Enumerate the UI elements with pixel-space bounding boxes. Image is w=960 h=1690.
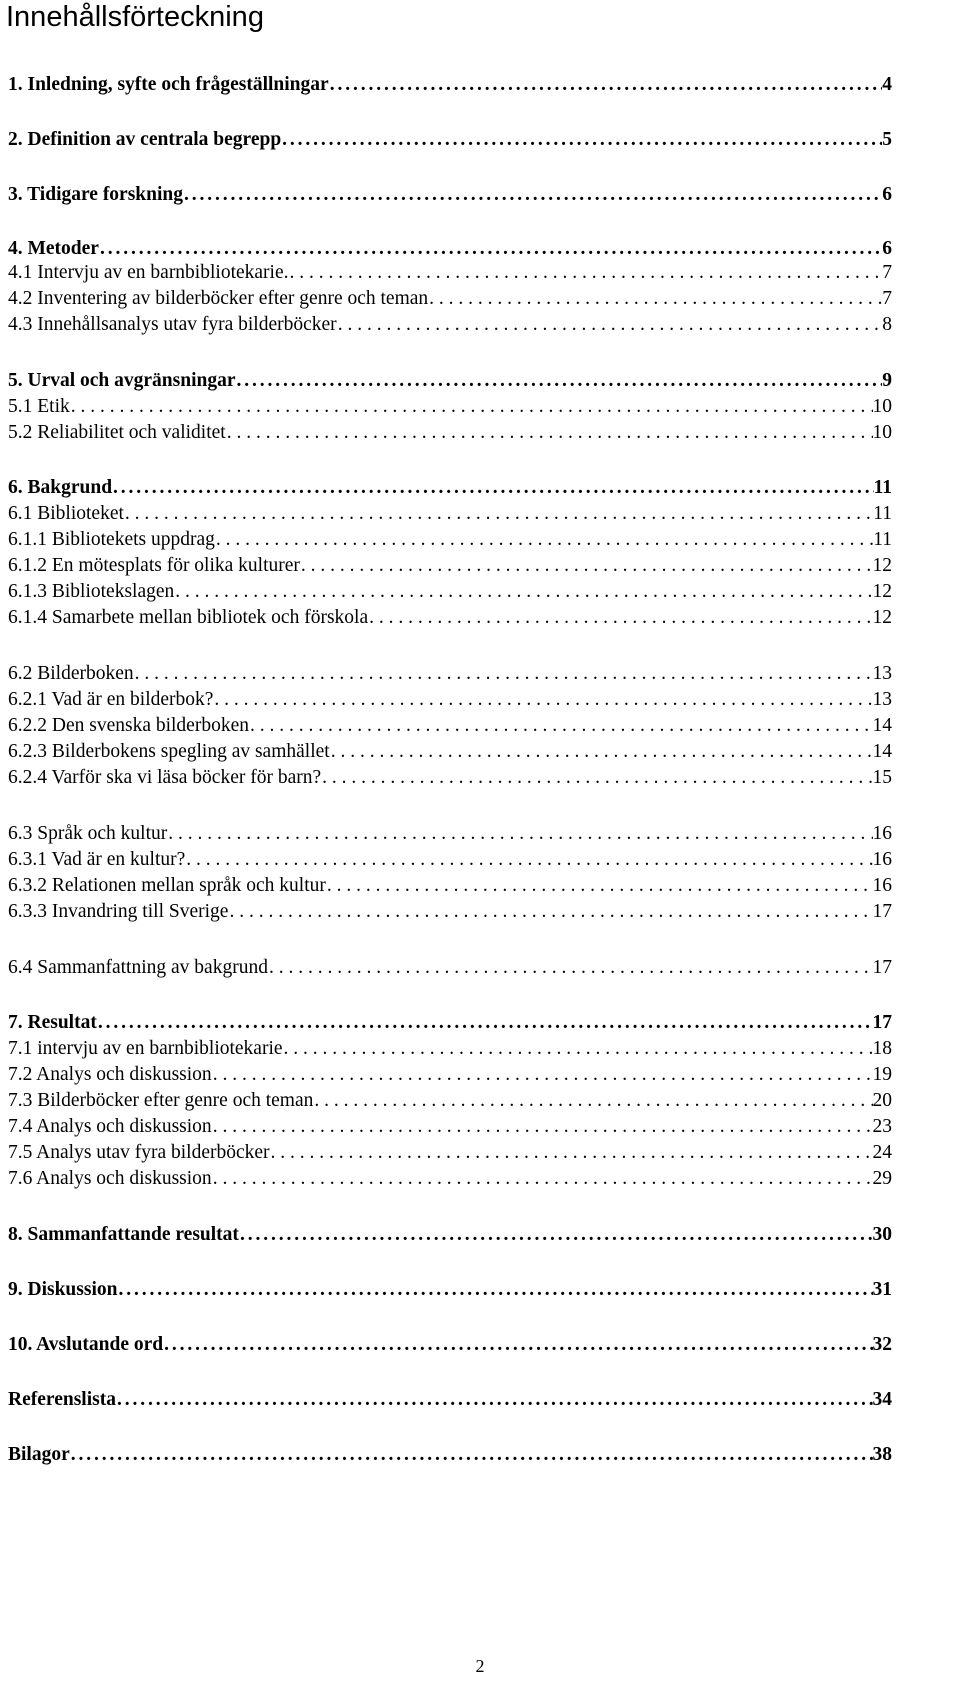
toc-entry[interactable]: [8, 821, 892, 847]
toc-entry-page: 4: [882, 74, 892, 95]
toc-heading: Innehållsförteckning: [6, 1, 264, 33]
toc-entry-label: 8. Sammanfattande resultat: [8, 1224, 239, 1245]
toc-entry-page: 11: [873, 477, 892, 498]
toc-leader-dots: [283, 1036, 873, 1062]
toc-leader-dots: [288, 260, 882, 286]
toc-leader-dots: [228, 899, 872, 925]
toc-entry-page: 6: [882, 184, 892, 205]
toc-entry-label: 6.2.3 Bilderbokens spegling av samhället: [8, 741, 330, 762]
toc-leader-dots: [185, 847, 872, 873]
toc-entry-page: 34: [872, 1389, 892, 1410]
toc-entry-page: 11: [873, 529, 892, 550]
toc-entry[interactable]: [8, 713, 892, 739]
toc-leader-dots: [213, 687, 872, 713]
toc-entry-label: 7.3 Bilderböcker efter genre och teman: [8, 1090, 314, 1111]
toc-entry[interactable]: [8, 1088, 892, 1114]
toc-leader-dots: [329, 72, 883, 98]
toc-entry-page: 16: [872, 849, 892, 870]
toc-entry[interactable]: [8, 501, 892, 527]
toc-entry[interactable]: [8, 899, 892, 925]
toc-leader-dots: [134, 661, 873, 687]
toc-entry-label: 10. Avslutande ord: [8, 1334, 164, 1355]
toc-leader-dots: [70, 394, 873, 420]
toc-leader-dots: [174, 579, 872, 605]
toc-leader-dots: [281, 127, 882, 153]
toc-leader-dots: [226, 420, 873, 446]
toc-entry-label: 6.1.1 Bibliotekets uppdrag: [8, 529, 215, 550]
toc-entry-label: 6.1.3 Bibliotekslagen: [8, 581, 175, 602]
toc-entry-label: 3. Tidigare forskning: [8, 184, 184, 205]
toc-entry[interactable]: [8, 553, 892, 579]
toc-leader-dots: [268, 955, 873, 981]
toc-entry[interactable]: [8, 847, 892, 873]
toc-entry-label: 6.1.4 Samarbete mellan bibliotek och förskola: [8, 607, 369, 628]
toc-entry[interactable]: [8, 1442, 892, 1468]
toc-entry[interactable]: [8, 1036, 892, 1062]
toc-entry[interactable]: [8, 260, 892, 286]
toc-entry-page: 7: [882, 262, 892, 283]
toc-entry-label: 6.3.2 Relationen mellan språk och kultur: [8, 875, 326, 896]
toc-entry[interactable]: [8, 955, 892, 981]
toc-entry-page: 32: [872, 1334, 892, 1355]
toc-entry-page: 17: [872, 957, 892, 978]
toc-entry-label: 9. Diskussion: [8, 1279, 118, 1300]
toc-entry-label: 6.2 Bilderboken: [8, 663, 134, 684]
toc-leader-dots: [300, 553, 873, 579]
toc-entry[interactable]: [8, 420, 892, 446]
toc-entry-label: 7.5 Analys utav fyra bilderböcker: [8, 1142, 270, 1163]
toc-leader-dots: [330, 739, 873, 765]
toc-entry-page: 7: [882, 288, 892, 309]
toc-entry-page: 13: [872, 663, 892, 684]
toc-entry[interactable]: [8, 475, 892, 501]
toc-entry[interactable]: [8, 127, 892, 153]
toc-entry-page: 19: [872, 1064, 892, 1085]
toc-entry[interactable]: [8, 661, 892, 687]
toc-entry[interactable]: [8, 687, 892, 713]
toc-entry-page: 18: [872, 1038, 892, 1059]
toc-leader-dots: [337, 312, 883, 338]
toc-leader-dots: [428, 286, 882, 312]
toc-entry-page: 6: [882, 238, 892, 259]
toc-leader-dots: [212, 1166, 873, 1192]
toc-entry-label: Referenslista: [8, 1389, 116, 1410]
toc-entry-label: 6.1.2 En mötesplats för olika kulturer: [8, 555, 300, 576]
toc-leader-dots: [313, 1088, 872, 1114]
toc-entry[interactable]: [8, 286, 892, 312]
toc-entry-page: 24: [872, 1142, 892, 1163]
toc-entry-label: 7.1 intervju av en barnbibliotekarie: [8, 1038, 283, 1059]
toc-entry[interactable]: [8, 873, 892, 899]
toc-entry-page: 29: [872, 1168, 892, 1189]
toc-entry-label: 6.3.1 Vad är en kultur?: [8, 849, 186, 870]
toc-entry-page: 17: [872, 901, 892, 922]
toc-entry-page: 38: [872, 1444, 892, 1465]
toc-entry[interactable]: [8, 1166, 892, 1192]
toc-entry-page: 13: [872, 689, 892, 710]
toc-leader-dots: [116, 1387, 873, 1413]
toc-entry-label: 6.2.2 Den svenska bilderboken: [8, 715, 249, 736]
toc-entry-label: 5. Urval och avgränsningar: [8, 370, 236, 391]
toc-entry[interactable]: [8, 236, 892, 262]
toc-entry-page: 5: [882, 129, 892, 150]
toc-entry-label: 4.3 Innehållsanalys utav fyra bilderböcker: [8, 314, 337, 335]
toc-entry-page: 16: [872, 823, 892, 844]
toc-leader-dots: [270, 1140, 873, 1166]
toc-entry[interactable]: [8, 1277, 892, 1303]
toc-leader-dots: [326, 873, 873, 899]
toc-entry-page: 10: [872, 422, 892, 443]
toc-entry-page: 12: [872, 607, 892, 628]
toc-entry-label: 6.3.3 Invandring till Sverige: [8, 901, 229, 922]
toc-entry-page: 10: [872, 396, 892, 417]
toc-entry-label: 5.1 Etik: [8, 396, 70, 417]
toc-entry[interactable]: [8, 1387, 892, 1413]
toc-entry-page: 15: [872, 767, 892, 788]
toc-entry-label: 7.4 Analys och diskussion: [8, 1116, 212, 1137]
toc-entry-label: 6. Bakgrund: [8, 477, 113, 498]
toc-entry[interactable]: [8, 579, 892, 605]
toc-leader-dots: [70, 1442, 873, 1468]
toc-entry[interactable]: [8, 765, 892, 791]
toc-leader-dots: [112, 475, 874, 501]
toc-entry[interactable]: [8, 182, 892, 208]
toc-leader-dots: [239, 1222, 873, 1248]
toc-entry-page: 14: [872, 715, 892, 736]
toc-entry-label: 6.2.4 Varför ska vi läsa böcker för barn?: [8, 767, 322, 788]
toc-entry-label: Bilagor: [8, 1444, 70, 1465]
toc-entry-page: 11: [873, 503, 892, 524]
toc-entry-page: 14: [872, 741, 892, 762]
toc-entry-label: 7.2 Analys och diskussion: [8, 1064, 212, 1085]
toc-entry-label: 6.1 Biblioteket: [8, 503, 124, 524]
toc-entry-page: 17: [872, 1012, 892, 1033]
toc-entry-label: 7.6 Analys och diskussion: [8, 1168, 212, 1189]
toc-entry[interactable]: [8, 72, 892, 98]
toc-leader-dots: [167, 821, 872, 847]
toc-entry-label: 1. Inledning, syfte och frågeställningar: [8, 74, 329, 95]
toc-leader-dots: [124, 501, 873, 527]
toc-entry-label: 4.1 Intervju av en barnbibliotekarie.: [8, 262, 289, 283]
toc-entry-page: 16: [872, 875, 892, 896]
toc-entry[interactable]: [8, 1062, 892, 1088]
page-number: 2: [475, 1656, 485, 1676]
toc-entry[interactable]: [8, 605, 892, 631]
toc-entry[interactable]: [8, 1114, 892, 1140]
toc-leader-dots: [212, 1114, 873, 1140]
toc-entry-page: 31: [872, 1279, 892, 1300]
toc-leader-dots: [163, 1332, 872, 1358]
toc-leader-dots: [249, 713, 873, 739]
toc-entry-page: 8: [882, 314, 892, 335]
toc-leader-dots: [236, 368, 883, 394]
toc-entry-label: 5.2 Reliabilitet och validitet: [8, 422, 226, 443]
toc-leader-dots: [368, 605, 872, 631]
toc-entry-page: 9: [882, 370, 892, 391]
toc-entry-label: 2. Definition av centrala begrepp: [8, 129, 282, 150]
toc-entry-page: 30: [872, 1224, 892, 1245]
toc-entry-page: 12: [872, 581, 892, 602]
toc-entry-label: 6.2.1 Vad är en bilderbok?: [8, 689, 214, 710]
toc-entry[interactable]: [8, 1222, 892, 1248]
toc-entry-label: 6.3 Språk och kultur: [8, 823, 168, 844]
toc-entry-page: 20: [872, 1090, 892, 1111]
toc-entry[interactable]: [8, 1010, 892, 1036]
toc-entry-label: 6.4 Sammanfattning av bakgrund: [8, 957, 268, 978]
toc-entry-label: 4. Metoder: [8, 238, 99, 259]
toc-leader-dots: [97, 1010, 873, 1036]
toc-entry-label: 7. Resultat: [8, 1012, 97, 1033]
toc-leader-dots: [117, 1277, 872, 1303]
toc-entry[interactable]: [8, 368, 892, 394]
toc-leader-dots: [212, 1062, 873, 1088]
toc-entry[interactable]: [8, 1140, 892, 1166]
toc-entry[interactable]: [8, 739, 892, 765]
toc-leader-dots: [215, 527, 873, 553]
toc-entry[interactable]: [8, 527, 892, 553]
toc-entry[interactable]: [8, 312, 892, 338]
toc-leader-dots: [99, 236, 882, 262]
toc-leader-dots: [321, 765, 872, 791]
toc-entry[interactable]: [8, 1332, 892, 1358]
toc-entry-page: 12: [872, 555, 892, 576]
toc-entry[interactable]: [8, 394, 892, 420]
toc-entry-page: 23: [872, 1116, 892, 1137]
toc-leader-dots: [183, 182, 882, 208]
toc-entry-label: 4.2 Inventering av bilderböcker efter genre och teman: [8, 288, 429, 309]
